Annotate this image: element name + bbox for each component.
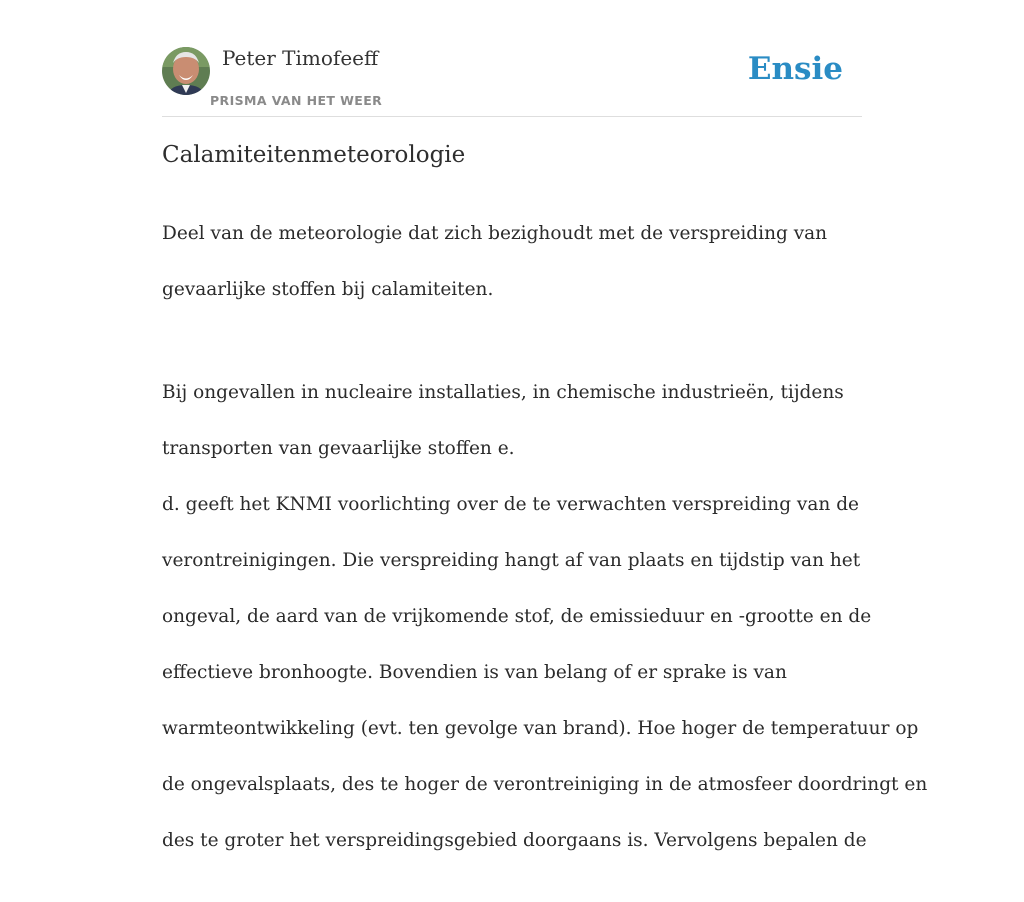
paragraph-line: verontreinigingen. Die verspreiding hangt af van plaats en tijdstip van het — [162, 550, 861, 571]
paragraph-line: ongeval, de aard van de vrijkomende stof, de emissieduur en -grootte en de — [162, 606, 872, 627]
paragraph-1 — [162, 192, 862, 332]
article-header — [162, 46, 862, 117]
paragraph-line: des te groter het verspreidingsgebied doorgaans is. Vervolgens bepalen de — [162, 830, 867, 851]
author-photo — [162, 47, 210, 95]
ensie-logo[interactable]: Ensie — [747, 51, 843, 87]
paragraph-line: effectieve bronhoogte. Bovendien is van belang of er sprake is van — [162, 662, 787, 683]
paragraph-line: warmteontwikkeling (evt. ten gevolge van brand). Hoe hoger de temperatuur op — [162, 718, 919, 739]
paragraph-line: de ongevalsplaats, des te hoger de verontreiniging in de atmosfeer doordringt en — [162, 774, 928, 795]
paragraph-2 — [162, 351, 928, 883]
paragraph-line: transporten van gevaarlijke stoffen e. — [162, 438, 515, 459]
paragraph-line: d. geeft het KNMI voorlichting over de te verwachten verspreiding van de — [162, 494, 860, 515]
paragraph-line: Deel van de meteorologie dat zich bezighoudt met de verspreiding van — [162, 223, 828, 244]
author-name[interactable]: Peter Timofeeff — [222, 46, 379, 70]
article-body — [162, 192, 928, 902]
avatar[interactable] — [162, 47, 210, 95]
article-title: Calamiteitenmeteorologie — [162, 142, 466, 168]
publication-label[interactable]: PRISMA VAN HET WEER — [210, 93, 383, 108]
paragraph-line: Bij ongevallen in nucleaire installaties, in chemische industrieën, tijdens — [162, 382, 844, 403]
paragraph-line: gevaarlijke stoffen bij calamiteiten. — [162, 279, 494, 300]
